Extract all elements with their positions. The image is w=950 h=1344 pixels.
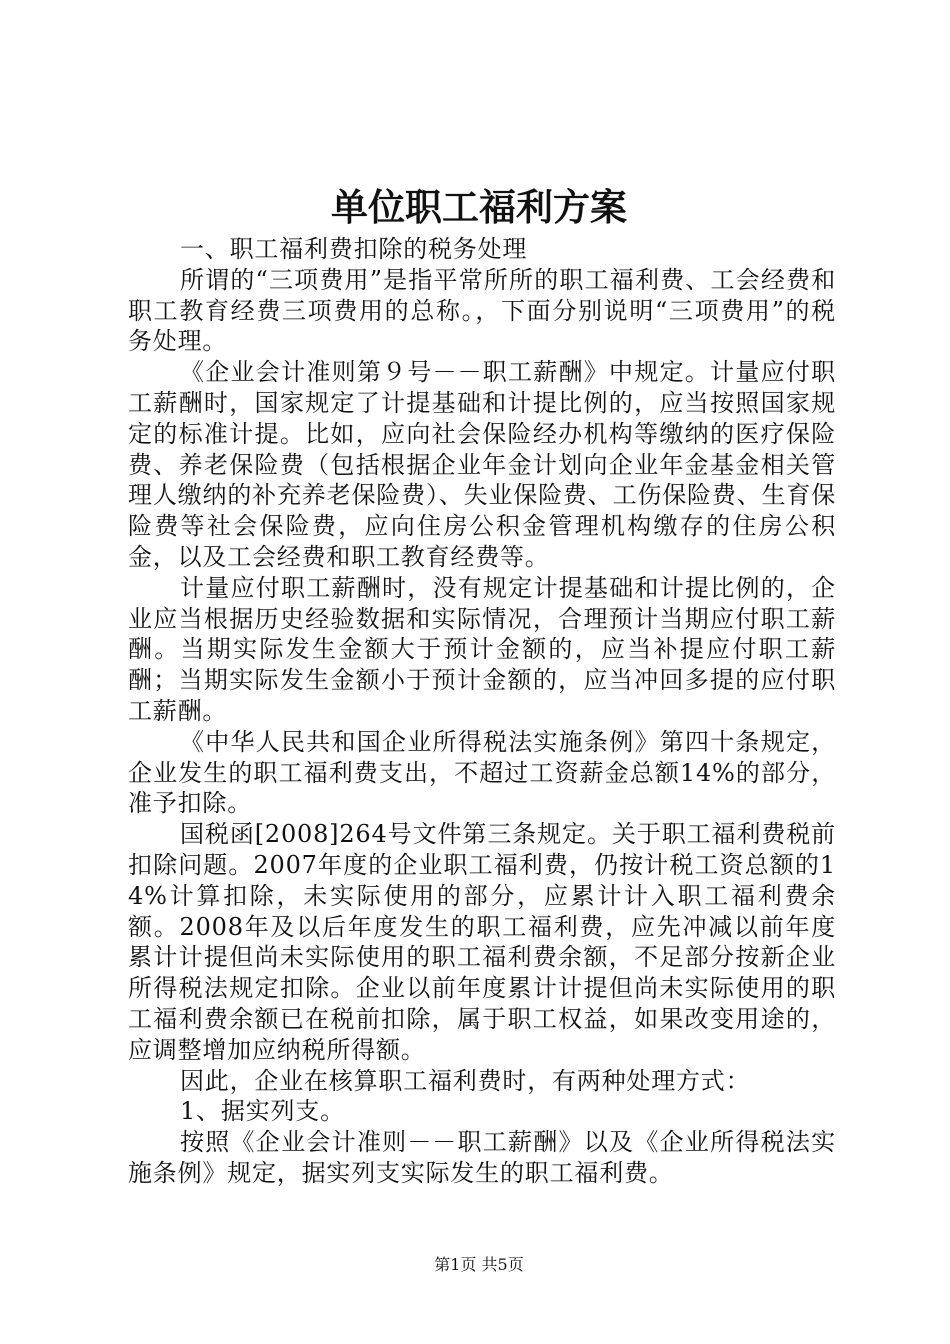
paragraph: 所谓的“三项费用”是指平常所所的职工福利费、工会经费和职工教育经费三项费用的总称。，下面分别说明“三项费用”的税务处理。 xyxy=(128,265,836,356)
page-number-footer: 第1页 共5页 xyxy=(434,1255,524,1274)
paragraph: 按照《企业会计准则－－职工薪酬》以及《企业所得税法实施条例》规定，据实列支实际发生的职工福利费。 xyxy=(128,1128,836,1187)
section-heading: 一、职工福利费扣除的税务处理 xyxy=(180,235,528,263)
paragraph: 《中华人民共和国企业所得税法实施条例》第四十条规定，企业发生的职工福利费支出，不超过工资薪金总额14%的部分，准予扣除。 xyxy=(128,727,836,818)
document-body xyxy=(128,234,836,1189)
list-item-heading: 1、据实列支。 xyxy=(180,1097,345,1126)
paragraph: 计量应付职工薪酬时，没有规定计提基础和计提比例的，企业应当根据历史经验数据和实际情况，合理预计当期应付职工薪酬。当期实际发生金额大于预计金额的，应当补提应付职工薪酬；当期实际发生金额小于预计金额的，应当冲回多提的应付职工薪酬。 xyxy=(128,573,836,725)
document-title: 单位职工福利方案 xyxy=(331,185,627,229)
paragraph: 国税函[2008]264号文件第三条规定。关于职工福利费税前扣除问题。2007年度的企业职工福利费，仍按计税工资总额的14%计算扣除，未实际使用的部分，应累计计入职工福利费余额。2008年及以后年度发生的职工福利费，应先冲减以前年度累计计提但尚未实际使用的职工福利费余额，不足部分按新企业所得税法规定扣除。企业以前年度累计计提但尚未实际使用的职工福利费余额已在税前扣除，属于职工权益，如果改变用途的，应调整增加应纳税所得额。 xyxy=(128,820,836,1064)
paragraph: 因此，企业在核算职工福利费时，有两种处理方式： xyxy=(180,1066,751,1095)
paragraph: 《企业会计准则第９号－－职工薪酬》中规定。计量应付职工薪酬时，国家规定了计提基础和计提比例的，应当按照国家规定的标准计提。比如，应向社会保险经办机构等缴纳的医疗保险费、养老保险费（包括根据企业年金计划向企业年金基金相关管理人缴纳的补充养老保险费）、失业保险费、工伤保险费、生育保险费等社会保险费，应向住房公积金管理机构缴存的住房公积金，以及工会经费和职工教育经费等。 xyxy=(128,358,836,571)
